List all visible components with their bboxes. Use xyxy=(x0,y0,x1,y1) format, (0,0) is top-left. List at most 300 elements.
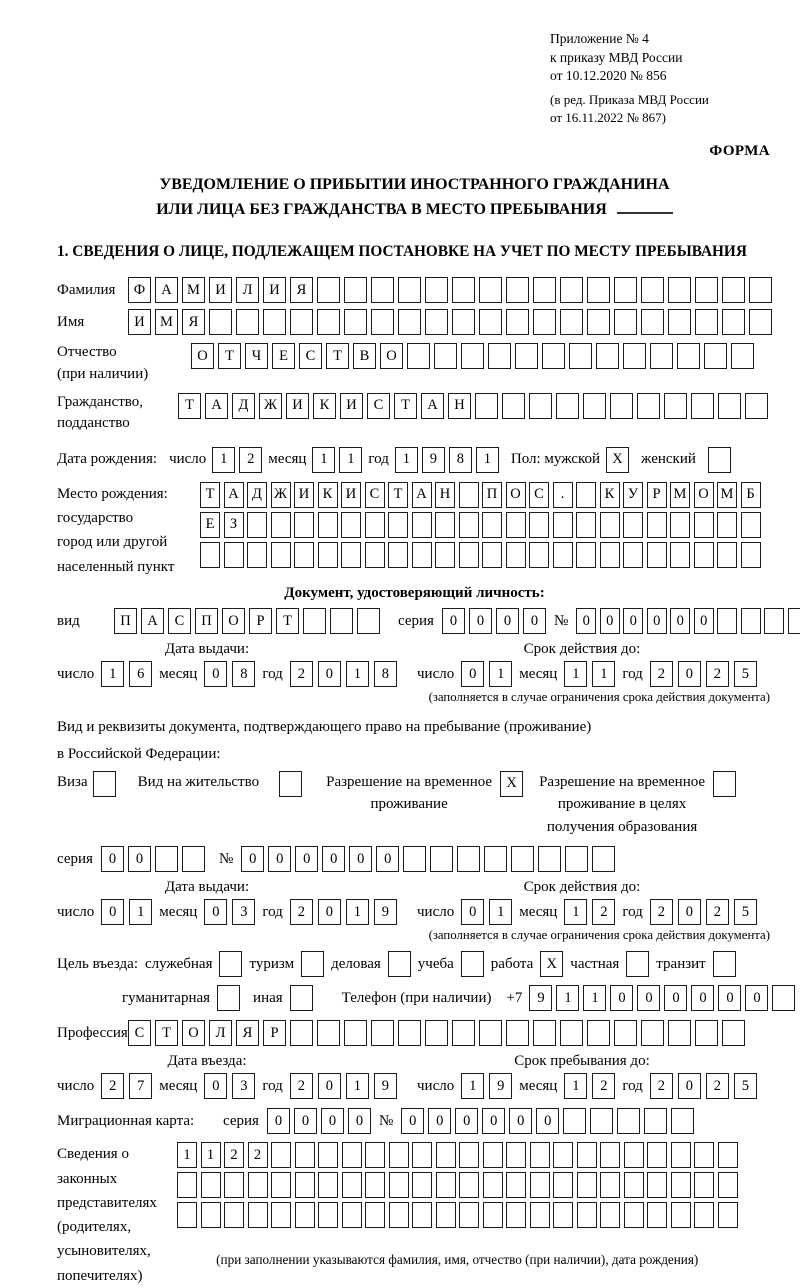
char-box[interactable] xyxy=(434,343,457,369)
char-box[interactable]: 8 xyxy=(232,661,255,687)
char-box[interactable]: И xyxy=(341,482,361,508)
char-box[interactable]: 1 xyxy=(564,899,587,925)
char-box[interactable]: 2 xyxy=(592,899,615,925)
char-box[interactable] xyxy=(475,393,498,419)
char-box[interactable]: М xyxy=(182,277,205,303)
char-box[interactable] xyxy=(533,1020,556,1046)
char-box[interactable]: 2 xyxy=(224,1142,244,1168)
char-box[interactable] xyxy=(600,1172,620,1198)
char-box[interactable]: 0 xyxy=(321,1108,344,1134)
char-box[interactable]: 0 xyxy=(455,1108,478,1134)
char-box[interactable]: 0 xyxy=(267,1108,290,1134)
char-box[interactable] xyxy=(577,1142,597,1168)
char-box[interactable]: М xyxy=(717,482,737,508)
char-box[interactable] xyxy=(647,1202,667,1228)
char-box[interactable] xyxy=(344,277,367,303)
char-box[interactable] xyxy=(553,1142,573,1168)
char-box[interactable] xyxy=(533,309,556,335)
char-box[interactable]: 0 xyxy=(401,1108,424,1134)
char-box[interactable]: 2 xyxy=(650,661,673,687)
char-box[interactable]: 2 xyxy=(650,1073,673,1099)
char-box[interactable] xyxy=(668,309,691,335)
char-box[interactable]: 1 xyxy=(592,661,615,687)
option-residence-permit-checkbox[interactable] xyxy=(279,771,302,797)
char-box[interactable] xyxy=(248,1202,268,1228)
char-box[interactable] xyxy=(641,1020,664,1046)
char-box[interactable]: И xyxy=(294,482,314,508)
char-box[interactable] xyxy=(412,1172,432,1198)
char-box[interactable]: 9 xyxy=(422,447,445,473)
char-box[interactable]: Е xyxy=(200,512,220,538)
char-box[interactable]: В xyxy=(353,343,376,369)
char-box[interactable] xyxy=(671,1142,691,1168)
char-box[interactable] xyxy=(788,608,800,634)
char-box[interactable] xyxy=(749,309,772,335)
char-box[interactable]: Ж xyxy=(259,393,282,419)
char-box[interactable]: 0 xyxy=(101,846,124,872)
char-box[interactable] xyxy=(271,542,291,568)
char-box[interactable]: А xyxy=(421,393,444,419)
purpose-tourism-checkbox[interactable] xyxy=(301,951,324,977)
char-box[interactable] xyxy=(647,542,667,568)
char-box[interactable]: Ж xyxy=(271,482,291,508)
char-box[interactable] xyxy=(671,1108,694,1134)
char-box[interactable]: К xyxy=(600,482,620,508)
char-box[interactable] xyxy=(722,309,745,335)
char-box[interactable] xyxy=(718,1202,738,1228)
char-box[interactable] xyxy=(271,1142,291,1168)
char-box[interactable]: 2 xyxy=(706,661,729,687)
char-box[interactable] xyxy=(344,1020,367,1046)
char-box[interactable]: 2 xyxy=(290,1073,313,1099)
char-box[interactable] xyxy=(459,542,479,568)
char-box[interactable]: 0 xyxy=(623,608,643,634)
char-box[interactable] xyxy=(488,343,511,369)
char-box[interactable] xyxy=(412,512,432,538)
char-box[interactable] xyxy=(614,1020,637,1046)
char-box[interactable] xyxy=(691,393,714,419)
char-box[interactable] xyxy=(459,1172,479,1198)
char-box[interactable] xyxy=(694,542,714,568)
char-box[interactable] xyxy=(398,1020,421,1046)
char-box[interactable]: 0 xyxy=(678,899,701,925)
char-box[interactable] xyxy=(600,512,620,538)
char-box[interactable] xyxy=(182,846,205,872)
char-box[interactable] xyxy=(563,1108,586,1134)
char-box[interactable] xyxy=(624,1172,644,1198)
char-box[interactable]: Н xyxy=(435,482,455,508)
char-box[interactable] xyxy=(506,512,526,538)
char-box[interactable]: А xyxy=(155,277,178,303)
char-box[interactable]: Т xyxy=(155,1020,178,1046)
char-box[interactable] xyxy=(694,1202,714,1228)
char-box[interactable] xyxy=(694,1142,714,1168)
char-box[interactable]: 5 xyxy=(734,899,757,925)
char-box[interactable] xyxy=(590,1108,613,1134)
char-box[interactable] xyxy=(248,1172,268,1198)
char-box[interactable] xyxy=(610,393,633,419)
char-box[interactable]: 0 xyxy=(101,899,124,925)
char-box[interactable]: 0 xyxy=(694,608,714,634)
char-box[interactable]: С xyxy=(128,1020,151,1046)
char-box[interactable] xyxy=(553,1202,573,1228)
char-box[interactable] xyxy=(644,1108,667,1134)
char-box[interactable]: М xyxy=(670,482,690,508)
char-box[interactable] xyxy=(303,608,326,634)
char-box[interactable]: 0 xyxy=(461,661,484,687)
char-box[interactable] xyxy=(200,542,220,568)
char-box[interactable] xyxy=(389,1142,409,1168)
char-box[interactable]: Т xyxy=(394,393,417,419)
char-box[interactable]: 6 xyxy=(129,661,152,687)
char-box[interactable] xyxy=(600,1202,620,1228)
char-box[interactable] xyxy=(459,512,479,538)
char-box[interactable] xyxy=(577,1202,597,1228)
char-box[interactable] xyxy=(529,512,549,538)
char-box[interactable] xyxy=(717,608,737,634)
char-box[interactable] xyxy=(506,309,529,335)
char-box[interactable]: 1 xyxy=(395,447,418,473)
char-box[interactable] xyxy=(722,277,745,303)
char-box[interactable] xyxy=(344,309,367,335)
char-box[interactable]: О xyxy=(694,482,714,508)
char-box[interactable] xyxy=(482,542,502,568)
char-box[interactable] xyxy=(452,277,475,303)
char-box[interactable]: 1 xyxy=(476,447,499,473)
char-box[interactable] xyxy=(533,277,556,303)
char-box[interactable] xyxy=(436,1142,456,1168)
char-box[interactable] xyxy=(403,846,426,872)
char-box[interactable] xyxy=(530,1172,550,1198)
char-box[interactable]: О xyxy=(380,343,403,369)
char-box[interactable]: 0 xyxy=(442,608,465,634)
char-box[interactable]: 0 xyxy=(428,1108,451,1134)
char-box[interactable] xyxy=(398,309,421,335)
char-box[interactable]: Л xyxy=(236,277,259,303)
char-box[interactable]: Т xyxy=(388,482,408,508)
char-box[interactable] xyxy=(641,277,664,303)
char-box[interactable] xyxy=(600,542,620,568)
char-box[interactable] xyxy=(617,1108,640,1134)
char-box[interactable]: 0 xyxy=(678,1073,701,1099)
char-box[interactable] xyxy=(623,542,643,568)
char-box[interactable] xyxy=(435,542,455,568)
char-box[interactable]: А xyxy=(224,482,244,508)
char-box[interactable] xyxy=(483,1202,503,1228)
char-box[interactable] xyxy=(201,1172,221,1198)
char-box[interactable]: 1 xyxy=(346,661,369,687)
char-box[interactable]: П xyxy=(114,608,137,634)
char-box[interactable]: Е xyxy=(272,343,295,369)
char-box[interactable] xyxy=(506,1202,526,1228)
char-box[interactable] xyxy=(389,1172,409,1198)
char-box[interactable] xyxy=(668,277,691,303)
char-box[interactable] xyxy=(430,846,453,872)
char-box[interactable]: 5 xyxy=(734,1073,757,1099)
char-box[interactable]: 2 xyxy=(706,899,729,925)
purpose-work-checkbox[interactable]: X xyxy=(540,951,563,977)
char-box[interactable] xyxy=(502,393,525,419)
char-box[interactable]: 0 xyxy=(241,846,264,872)
char-box[interactable]: Д xyxy=(232,393,255,419)
char-box[interactable]: Р xyxy=(263,1020,286,1046)
char-box[interactable] xyxy=(236,309,259,335)
char-box[interactable]: 1 xyxy=(339,447,362,473)
char-box[interactable] xyxy=(436,1172,456,1198)
char-box[interactable] xyxy=(764,608,784,634)
char-box[interactable] xyxy=(365,542,385,568)
char-box[interactable]: Т xyxy=(178,393,201,419)
char-box[interactable] xyxy=(718,393,741,419)
char-box[interactable] xyxy=(529,393,552,419)
char-box[interactable]: 2 xyxy=(650,899,673,925)
char-box[interactable]: К xyxy=(313,393,336,419)
char-box[interactable] xyxy=(506,1172,526,1198)
char-box[interactable]: 1 xyxy=(312,447,335,473)
char-box[interactable]: 1 xyxy=(564,1073,587,1099)
char-box[interactable]: 0 xyxy=(204,899,227,925)
char-box[interactable]: 0 xyxy=(670,608,690,634)
char-box[interactable] xyxy=(515,343,538,369)
char-box[interactable]: 0 xyxy=(204,661,227,687)
char-box[interactable] xyxy=(587,309,610,335)
char-box[interactable] xyxy=(741,542,761,568)
char-box[interactable]: Я xyxy=(290,277,313,303)
char-box[interactable]: Р xyxy=(249,608,272,634)
char-box[interactable] xyxy=(388,542,408,568)
char-box[interactable]: Т xyxy=(326,343,349,369)
char-box[interactable]: И xyxy=(128,309,151,335)
char-box[interactable]: Б xyxy=(741,482,761,508)
char-box[interactable]: 1 xyxy=(461,1073,484,1099)
char-box[interactable] xyxy=(647,1142,667,1168)
char-box[interactable]: 0 xyxy=(318,661,341,687)
char-box[interactable] xyxy=(694,512,714,538)
char-box[interactable] xyxy=(317,277,340,303)
char-box[interactable]: 1 xyxy=(346,899,369,925)
char-box[interactable]: 1 xyxy=(212,447,235,473)
char-box[interactable]: С xyxy=(168,608,191,634)
char-box[interactable] xyxy=(641,309,664,335)
char-box[interactable]: 7 xyxy=(129,1073,152,1099)
char-box[interactable]: 0 xyxy=(664,985,687,1011)
char-box[interactable]: 0 xyxy=(322,846,345,872)
char-box[interactable] xyxy=(263,309,286,335)
char-box[interactable]: И xyxy=(263,277,286,303)
char-box[interactable] xyxy=(436,1202,456,1228)
char-box[interactable] xyxy=(623,343,646,369)
char-box[interactable]: У xyxy=(623,482,643,508)
char-box[interactable] xyxy=(271,1172,291,1198)
char-box[interactable] xyxy=(342,1202,362,1228)
char-box[interactable]: 0 xyxy=(536,1108,559,1134)
char-box[interactable]: 5 xyxy=(734,661,757,687)
char-box[interactable] xyxy=(247,542,267,568)
char-box[interactable] xyxy=(506,1020,529,1046)
char-box[interactable] xyxy=(772,985,795,1011)
char-box[interactable]: 0 xyxy=(128,846,151,872)
char-box[interactable] xyxy=(318,1172,338,1198)
char-box[interactable]: 0 xyxy=(294,1108,317,1134)
char-box[interactable] xyxy=(614,277,637,303)
char-box[interactable] xyxy=(177,1202,197,1228)
char-box[interactable] xyxy=(295,1172,315,1198)
char-box[interactable] xyxy=(412,542,432,568)
char-box[interactable] xyxy=(318,1142,338,1168)
char-box[interactable] xyxy=(592,846,615,872)
char-box[interactable] xyxy=(745,393,768,419)
char-box[interactable]: 2 xyxy=(248,1142,268,1168)
char-box[interactable]: 0 xyxy=(691,985,714,1011)
char-box[interactable]: А xyxy=(141,608,164,634)
char-box[interactable] xyxy=(647,1172,667,1198)
char-box[interactable]: Р xyxy=(647,482,667,508)
char-box[interactable]: 0 xyxy=(295,846,318,872)
char-box[interactable]: 0 xyxy=(376,846,399,872)
char-box[interactable] xyxy=(670,512,690,538)
char-box[interactable] xyxy=(483,1142,503,1168)
char-box[interactable]: 1 xyxy=(489,661,512,687)
char-box[interactable]: Д xyxy=(247,482,267,508)
char-box[interactable]: 0 xyxy=(637,985,660,1011)
char-box[interactable] xyxy=(484,846,507,872)
purpose-other-checkbox[interactable] xyxy=(290,985,313,1011)
char-box[interactable] xyxy=(565,846,588,872)
char-box[interactable]: 9 xyxy=(374,1073,397,1099)
char-box[interactable]: 0 xyxy=(469,608,492,634)
char-box[interactable] xyxy=(425,309,448,335)
char-box[interactable]: 0 xyxy=(678,661,701,687)
char-box[interactable]: Я xyxy=(182,309,205,335)
purpose-private-checkbox[interactable] xyxy=(626,951,649,977)
char-box[interactable] xyxy=(398,277,421,303)
char-box[interactable] xyxy=(365,1172,385,1198)
char-box[interactable]: О xyxy=(506,482,526,508)
char-box[interactable] xyxy=(583,393,606,419)
char-box[interactable] xyxy=(479,1020,502,1046)
char-box[interactable] xyxy=(664,393,687,419)
char-box[interactable] xyxy=(412,1202,432,1228)
char-box[interactable]: 1 xyxy=(489,899,512,925)
char-box[interactable] xyxy=(177,1172,197,1198)
char-box[interactable] xyxy=(357,608,380,634)
char-box[interactable] xyxy=(482,512,502,538)
purpose-official-checkbox[interactable] xyxy=(219,951,242,977)
char-box[interactable]: А xyxy=(412,482,432,508)
char-box[interactable] xyxy=(452,1020,475,1046)
char-box[interactable]: К xyxy=(318,482,338,508)
char-box[interactable]: 2 xyxy=(706,1073,729,1099)
char-box[interactable] xyxy=(479,277,502,303)
char-box[interactable] xyxy=(459,1142,479,1168)
purpose-study-checkbox[interactable] xyxy=(461,951,484,977)
char-box[interactable]: Я xyxy=(236,1020,259,1046)
char-box[interactable]: 1 xyxy=(583,985,606,1011)
char-box[interactable] xyxy=(650,343,673,369)
char-box[interactable]: 0 xyxy=(348,1108,371,1134)
char-box[interactable] xyxy=(224,1202,244,1228)
char-box[interactable] xyxy=(694,1172,714,1198)
char-box[interactable] xyxy=(624,1142,644,1168)
char-box[interactable]: Н xyxy=(448,393,471,419)
char-box[interactable] xyxy=(560,309,583,335)
char-box[interactable] xyxy=(542,343,565,369)
char-box[interactable] xyxy=(457,846,480,872)
char-box[interactable]: 8 xyxy=(374,661,397,687)
char-box[interactable]: 0 xyxy=(718,985,741,1011)
char-box[interactable] xyxy=(330,608,353,634)
char-box[interactable] xyxy=(600,1142,620,1168)
char-box[interactable] xyxy=(647,512,667,538)
char-box[interactable]: 3 xyxy=(232,1073,255,1099)
char-box[interactable] xyxy=(459,1202,479,1228)
char-box[interactable] xyxy=(576,542,596,568)
char-box[interactable] xyxy=(553,542,573,568)
char-box[interactable] xyxy=(741,608,761,634)
char-box[interactable] xyxy=(704,343,727,369)
sex-male-checkbox[interactable]: X xyxy=(606,447,629,473)
char-box[interactable] xyxy=(731,343,754,369)
char-box[interactable] xyxy=(668,1020,691,1046)
char-box[interactable]: 1 xyxy=(177,1142,197,1168)
char-box[interactable] xyxy=(459,482,479,508)
char-box[interactable] xyxy=(695,309,718,335)
char-box[interactable] xyxy=(560,277,583,303)
char-box[interactable] xyxy=(538,846,561,872)
char-box[interactable]: Т xyxy=(200,482,220,508)
option-temp-residence-checkbox[interactable]: X xyxy=(500,771,523,797)
option-temp-residence-edu-checkbox[interactable] xyxy=(713,771,736,797)
char-box[interactable] xyxy=(506,277,529,303)
char-box[interactable]: 1 xyxy=(346,1073,369,1099)
char-box[interactable]: 0 xyxy=(745,985,768,1011)
char-box[interactable] xyxy=(569,343,592,369)
char-box[interactable]: 8 xyxy=(449,447,472,473)
char-box[interactable] xyxy=(271,512,291,538)
char-box[interactable] xyxy=(576,482,596,508)
char-box[interactable]: С xyxy=(367,393,390,419)
char-box[interactable] xyxy=(577,1172,597,1198)
char-box[interactable] xyxy=(506,542,526,568)
char-box[interactable] xyxy=(389,1202,409,1228)
char-box[interactable] xyxy=(506,1142,526,1168)
char-box[interactable]: 0 xyxy=(576,608,596,634)
char-box[interactable] xyxy=(201,1202,221,1228)
char-box[interactable] xyxy=(452,309,475,335)
char-box[interactable] xyxy=(407,343,430,369)
char-box[interactable] xyxy=(317,1020,340,1046)
char-box[interactable] xyxy=(718,1172,738,1198)
char-box[interactable] xyxy=(271,1202,291,1228)
char-box[interactable] xyxy=(317,309,340,335)
char-box[interactable]: 1 xyxy=(129,899,152,925)
char-box[interactable] xyxy=(341,542,361,568)
char-box[interactable]: 9 xyxy=(374,899,397,925)
char-box[interactable] xyxy=(365,1202,385,1228)
char-box[interactable] xyxy=(530,1202,550,1228)
char-box[interactable]: 0 xyxy=(318,899,341,925)
char-box[interactable] xyxy=(425,277,448,303)
char-box[interactable] xyxy=(717,542,737,568)
char-box[interactable]: 0 xyxy=(482,1108,505,1134)
purpose-transit-checkbox[interactable] xyxy=(713,951,736,977)
char-box[interactable] xyxy=(435,512,455,538)
char-box[interactable]: О xyxy=(182,1020,205,1046)
char-box[interactable]: . xyxy=(553,482,573,508)
char-box[interactable] xyxy=(637,393,660,419)
char-box[interactable]: 2 xyxy=(239,447,262,473)
char-box[interactable] xyxy=(425,1020,448,1046)
